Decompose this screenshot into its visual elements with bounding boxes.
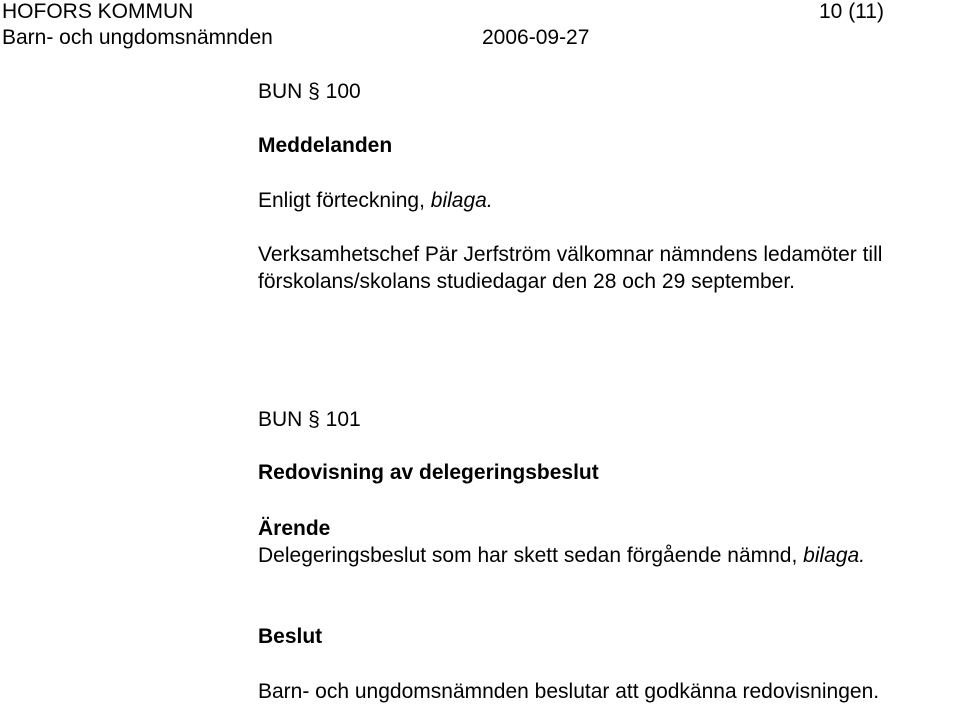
committee-name: Barn- och ungdomsnämnden (2, 26, 273, 49)
announcement-line-2: förskolans/skolans studiedagar den 28 och 29 september. (258, 270, 796, 293)
organization-name: HOFORS KOMMUN (2, 0, 194, 23)
section-text-forteckning (258, 190, 493, 211)
section-title-meddelanden: Meddelanden (258, 134, 393, 157)
meeting-date: 2006-09-27 (482, 26, 590, 49)
section-title-redovisning: Redovisning av delegeringsbeslut (258, 461, 599, 484)
subheading-arende: Ärende (258, 517, 331, 540)
page-number: 10 (11) (819, 0, 884, 23)
decision-text: Barn- och ungdomsnämnden beslutar att godkänna redovisningen. (258, 680, 880, 703)
delegeringsbeslut-text: Delegeringsbeslut som har skett sedan förgående nämnd, (258, 544, 804, 567)
decision-heading: Beslut (258, 625, 323, 648)
paragraph-ref-101: BUN § 101 (258, 408, 361, 431)
paragraph-ref-100: BUN § 100 (258, 80, 361, 103)
bilaga-link-text: bilaga. (430, 189, 493, 212)
forteckning-text: Enligt förteckning, (258, 189, 431, 212)
bilaga-link-text-2: bilaga. (803, 544, 866, 567)
section-text-delegeringsbeslut (258, 545, 865, 566)
announcement-line-1: Verksamhetschef Pär Jerfström välkomnar nämndens ledamöter till (258, 243, 883, 266)
